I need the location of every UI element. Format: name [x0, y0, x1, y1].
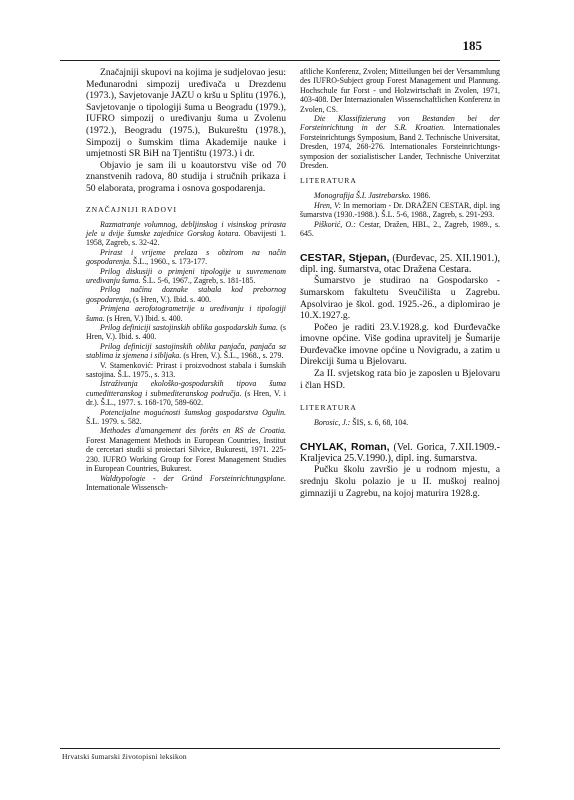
work-item [86, 361, 286, 380]
entry-paragraph: Šumarstvo je studirao na Gospodarsko - šumarskom fakultetu Sveučilišta u Zagrebu. Apsolvirao je škol. god. 1925.-26., a diplomirao je 10.X.1927.g. [300, 275, 500, 322]
work-title: Potencijalne mogućnosti šumskog gospodarstva Ogulin. [100, 407, 286, 417]
left-column [86, 67, 286, 492]
work-title: Waldtypologie - der Gründ Forsteinrichtungsplane. [100, 473, 286, 483]
literature-heading: LITERATURA [300, 176, 357, 186]
work-title: Prilog načinu doznake stabala kod prebornog gospodarenja, [86, 285, 286, 304]
works-heading: ZNAČAJNIJI RADOVI [86, 204, 178, 214]
literature-heading: LITERATURA [300, 403, 357, 413]
work-item [86, 426, 286, 473]
work-title: Razmatranje volumnog, debljinskog i visinskog prirasta jele u dvije šumske zajednice Gorskog kotara. [86, 219, 286, 238]
literature-item [300, 418, 500, 427]
literature-item [300, 201, 500, 220]
work-details: (s Hren, V.). Ibid. s. 400. [86, 323, 286, 342]
entry-heading [300, 253, 500, 276]
work-details: V. Stamenković: Prirast i proizvodnost stabala i šumskih sastojina. Š.L. 1975., s. 313. [86, 360, 286, 380]
literature-item [300, 191, 500, 200]
entry-paragraph: Pučku školu završio je u rodnom mjestu, a srednju školu polazio je u II. muškoj realnoj gimnaziji u Zagrebu, na kojoj maturira 1928.g. [300, 464, 500, 499]
work-item [86, 267, 286, 286]
entry-name: CESTAR, Stjepan, [300, 251, 390, 264]
work-details: Internationale Wissensch- [86, 482, 168, 492]
work-details: Forest Management Methods in European Countries, Institut de cercetari studii si proiectari Silvice, Bukuresti, 1971. 225-230. IUFRO Working Group for Forest Management Studies in European Countries, Bukurest. [86, 435, 286, 474]
work-title: Methodes d'amangement des forêts en RS de Croatia. [100, 426, 286, 436]
entry-paragraph: Za II. svjetskog rata bio je zaposlen u Bjelovaru i član HSD. [300, 368, 500, 391]
literature-details: In memoriam - Dr. DRAŽEN CESTAR, dipl. ing šumarstva (1930.-1988.). Š.L. 5-6, 1988., Zagreb, s. 291-293. [300, 200, 500, 220]
entry-dates: (Vel. Gorica, 7.XII.1909.- Kraljevica 25.V.1990.), dipl. ing. šumarstva. [300, 441, 500, 465]
work-title: Primjena aerofotogrametrije u uređivanju i tipologiji šuma. [86, 304, 286, 323]
work-title: Prilog definiciji sastojinskih oblika gospodarskih šuma. [100, 323, 278, 332]
entry-heading [300, 442, 500, 465]
work-item [300, 114, 500, 170]
work-details: Š.L. 1979. s. 582. [86, 417, 142, 427]
work-item [86, 474, 286, 493]
works-list [86, 220, 286, 493]
work-details: Obavijesti 1. 1958, Zagreb, s. 32-42. [86, 228, 286, 248]
work-title: Prilog diskusiji o primjeni tipologije u suvremenom uređivanju šuma. [86, 266, 286, 285]
work-details: Š.L. 5-6, 1967., Zagreb, s. 181-185. [140, 275, 256, 285]
work-item [86, 285, 286, 304]
work-item [86, 342, 286, 361]
literature-author: Hren, V: [314, 200, 342, 210]
intro-paragraph-1: Značajniji skupovi na kojima je sudjelovao jesu: Međunarodni simpozij uređivača u Drezdenu (1973.), Savjetovanje JAZU o kršu u Splitu (1976.), Savjetovanje o tipologiji šuma u Beogradu (1979.), IUFRO simpozij o uređivanju šuma u Zvolenu (1972.), Beogradu (1975.), Bukureštu (1978.), Simpozij o šumskim tlima Akademije nauke i umjetnosti SR BiH na Tjentištu (1973.) i dr. [86, 67, 286, 160]
entry-name: CHYLAK, Roman, [300, 440, 390, 453]
work-title: Die Klassifizierung von Bestanden bei der Forsteinrichtung in der S.R. Kroatien. [300, 114, 500, 133]
work-item [86, 220, 286, 248]
continued-text: aftliche Konferenz, Zvolen; Mitteilungen bei der Versammlung des IUFRO-Subject group Forest Management und Plannung. Hochschule fur Forst - und Holzwirtschaft in Zvolen, 1971, 403-408. Der Internazionalen Wissenschaftlichen Konferenz in Zvolen, CS. [300, 67, 500, 114]
work-title: Prirast i vrijeme prelaza s obzirom na način gospodarenja. [86, 247, 286, 267]
literature-author: Piškorić, O.: [314, 219, 356, 229]
work-title: Prilog definiciji sastojinskih oblika panjača, panjača sa stablima iz sjemena i sibljaka. [86, 341, 286, 361]
entry-dates: (Đurđevac, 25. XII.1901.), dipl. ing. šumarstva, otac Dražena Cestara. [300, 252, 500, 275]
work-details: (s Hren, V.) Ibid. s. 400. [104, 313, 183, 323]
work-details: (s Hren, V.). Ibid. s. 400. [131, 294, 212, 304]
footer-text: Hrvatski šumarski životopisni leksikon [62, 752, 187, 761]
page-number: 185 [462, 38, 482, 53]
literature-details: 1986. [410, 191, 431, 201]
intro-paragraph-2: Objavio je sam ili u koautorstvu više od 70 znanstvenih radova, 80 studija i stručnih prikaza i 50 elaborata, programa i osnova gospodarenja. [86, 159, 286, 194]
work-item [86, 304, 286, 323]
work-details: Š.L., 1960., s. 173-177. [131, 257, 208, 267]
right-column [300, 67, 500, 499]
work-title: Istraživanja ekološko-gospodarskih tipova šuma cumeditteranskog i submediteranskog područja. [86, 379, 286, 398]
work-item [86, 379, 286, 407]
literature-item [300, 220, 500, 239]
work-item [86, 408, 286, 427]
work-item [86, 323, 286, 342]
literature-author: Monografija Š.I. Jastrebarsko. [314, 191, 411, 201]
header-rule [60, 60, 500, 61]
entry-paragraph: Počeo je raditi 23.V.1928.g. kod Đurđevačke imovne općine. Više godina upravitelj je Šumarije Đurđevačke imovne općine u Novigradu, a zatim u Direkciji šuma u Bjelovaru. [300, 321, 500, 368]
footer-rule [60, 748, 500, 749]
literature-author: Borosic, J.: [314, 418, 351, 428]
work-details: (s Hren, V. i dr.). Š.L., 1977. s. 168-170, 589-602. [86, 388, 286, 408]
literature-details: Cestar, Dražen, HBL, 2., Zagreb, 1989., s. 645. [300, 219, 500, 239]
work-details: (s Hren, V.). Š.L., 1968., s. 279. [181, 351, 284, 361]
work-item [86, 248, 286, 267]
literature-details: ŠIS, s. 6, 68, 104. [350, 418, 409, 428]
work-details: Internationales Forsteinrichtungs Symposium, Band 2. Technische Universitat, Dresden, 1974, 268-276. Internationales Forsteinrichtungs-symposion der sozialistischer Lander, Technische Univerzitat Dresden. [300, 123, 500, 171]
